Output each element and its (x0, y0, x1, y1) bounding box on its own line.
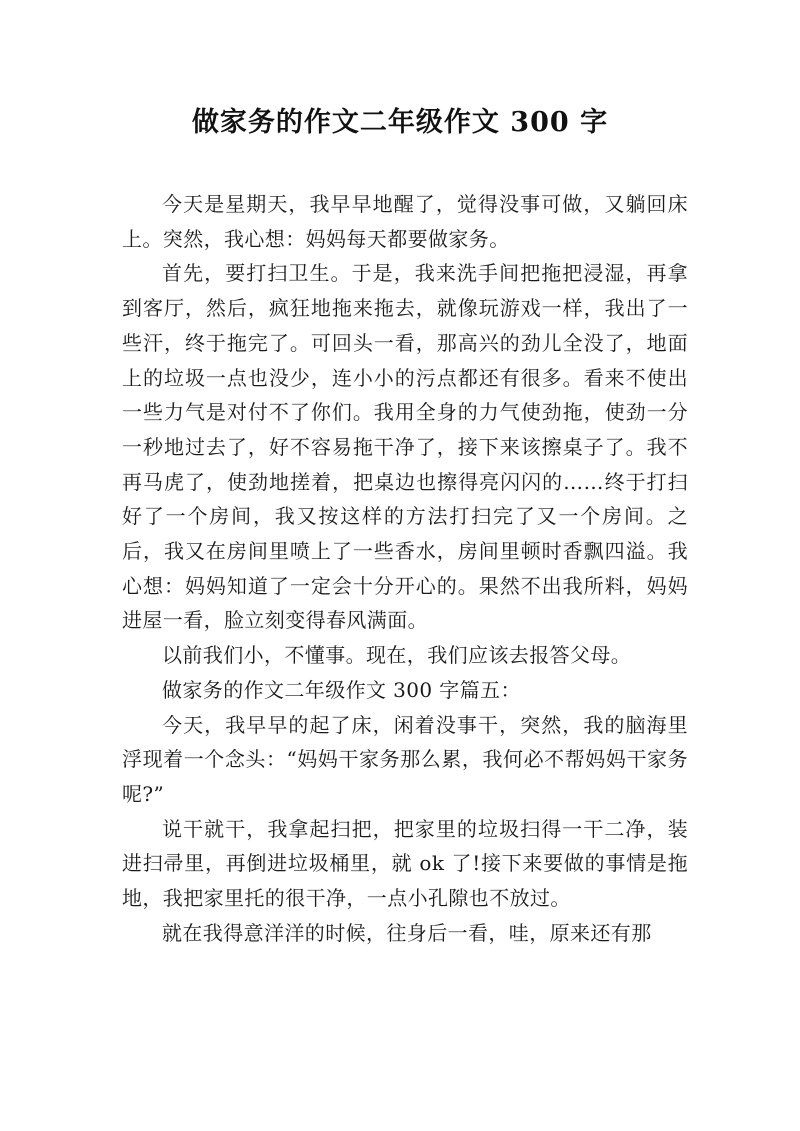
paragraph-5: 今天，我早早的起了床，闲着没事干，突然，我的脑海里浮现着一个念头：“妈妈干家务那么累，我何必不帮妈妈干家务呢?” (122, 712, 688, 806)
paragraph-1: 今天是星期天，我早早地醒了，觉得没事可做，又躺回床上。突然，我心想：妈妈每天都要做家务。 (122, 192, 688, 251)
document-title: 做家务的作文二年级作文 300 字 (191, 107, 609, 138)
paragraph-6: 说干就干，我拿起扫把，把家里的垃圾扫得一干二净，装进扫帚里，再倒进垃圾桶里，就 ok 了!接下来要做的事情是拖地，我把家里托的很干净，一点小孔隙也不放过。 (122, 816, 688, 911)
document-body (122, 187, 688, 950)
paragraph-7: 就在我得意洋洋的时候，往身后一看，哇，原来还有那 (162, 920, 652, 945)
paragraph-2: 首先，要打扫卫生。于是，我来洗手间把拖把浸湿，再拿到客厅，然后，疯狂地拖来拖去，就像玩游戏一样，我出了一些汗，终于拖完了。可回头一看，那高兴的劲儿全没了，地面上的垃圾一点也没少，连小小的污点都还有很多。看来不使出一些力气是对付不了你们。我用全身的力气使劲拖，使劲一分一秒地过去了，好不容易拖干净了，接下来该擦桌子了。我不再马虎了，使劲地搓着，把桌边也擦得亮闪闪的……终于打扫好了一个房间，我又按这样的方法打扫完了又一个房间。之后，我又在房间里喷上了一些香水，房间里顿时香飘四溢。我心想：妈妈知道了一定会十分开心的。果然不出我所料，妈妈进屋一看，脸立刻变得春风满面。 (122, 261, 688, 633)
paragraph-3: 以前我们小，不懂事。现在，我们应该去报答父母。 (162, 643, 632, 668)
section-heading-5: 做家务的作文二年级作文 300 字篇五： (162, 677, 521, 702)
